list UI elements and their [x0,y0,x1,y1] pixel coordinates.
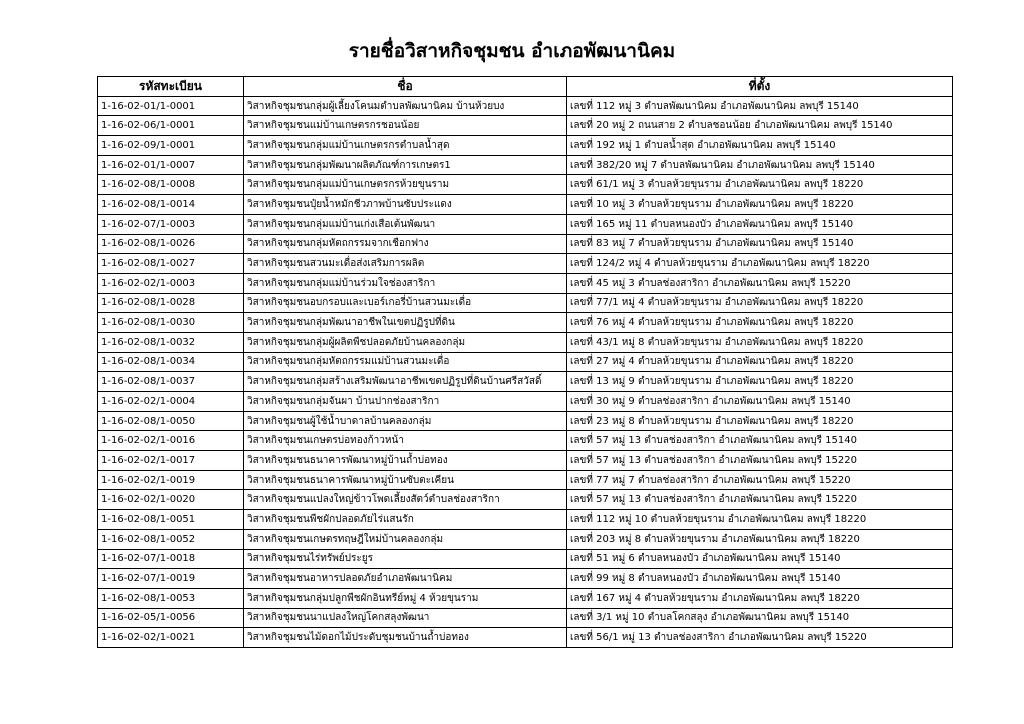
table-row [98,273,953,293]
table-row [98,628,953,648]
enterprise-name-cell: วิสาหกิจชุมชนกลุ่มแม่บ้านเกษตรกรห้วยขุนราม [244,175,567,195]
location-cell: เลขที่ 57 หมู่ 13 ตำบลช่องสาริกา อำเภอพัฒนานิคม ลพบุรี 15220 [567,490,953,510]
enterprise-name-cell: วิสาหกิจชุมชนไร่ทรัพย์ประยูร [244,549,567,569]
page-title: รายชื่อวิสาหกิจชุมชน อำเภอพัฒนานิคม [348,40,676,62]
table-row [98,195,953,215]
table-row [98,588,953,608]
table-row [98,451,953,471]
location-cell: เลขที่ 57 หมู่ 13 ตำบลช่องสาริกา อำเภอพัฒนานิคม ลพบุรี 15220 [567,451,953,471]
column-header-registration-code: รหัสทะเบียน [98,77,244,97]
table-row [98,116,953,136]
registration-code-cell: 1-16-02-01/1-0007 [98,155,244,175]
registration-code-cell: 1-16-02-07/1-0019 [98,569,244,589]
registration-code-cell: 1-16-02-08/1-0030 [98,313,244,333]
enterprise-name-cell: วิสาหกิจชุมชนเกษตรทฤษฎีใหม่บ้านคลองกลุ่ม [244,529,567,549]
enterprise-name-cell: วิสาหกิจชุมชนกลุ่มปลูกพืชผักอินทรีย์หมู่ 4 ห้วยขุนราม [244,588,567,608]
location-cell: เลขที่ 124/2 หมู่ 4 ตำบลห้วยขุนราม อำเภอพัฒนานิคม ลพบุรี 18220 [567,254,953,274]
table-row [98,411,953,431]
enterprise-name-cell: วิสาหกิจชุมชนอบกรอบและเบอร์เกอรี่บ้านสวนมะเดื่อ [244,293,567,313]
location-cell: เลขที่ 20 หมู่ 2 ถนนสาย 2 ตำบลชอนน้อย อำเภอพัฒนานิคม ลพบุรี 15140 [567,116,953,136]
registration-code-cell: 1-16-02-02/1-0017 [98,451,244,471]
registration-code-cell: 1-16-02-01/1-0001 [98,96,244,116]
registration-code-cell: 1-16-02-02/1-0020 [98,490,244,510]
location-cell: เลขที่ 13 หมู่ 9 ตำบลห้วยขุนราม อำเภอพัฒนานิคม ลพบุรี 18220 [567,372,953,392]
location-cell: เลขที่ 99 หมู่ 8 ตำบลหนองบัว อำเภอพัฒนานิคม ลพบุรี 15140 [567,569,953,589]
table-row [98,352,953,372]
location-cell: เลขที่ 112 หมู่ 10 ตำบลห้วยขุนราม อำเภอพัฒนานิคม ลพบุรี 18220 [567,510,953,530]
table-row [98,490,953,510]
registration-code-cell: 1-16-02-02/1-0003 [98,273,244,293]
table-row [98,549,953,569]
location-cell: เลขที่ 23 หมู่ 8 ตำบลห้วยขุนราม อำเภอพัฒนานิคม ลพบุรี 18220 [567,411,953,431]
table-row [98,470,953,490]
registration-code-cell: 1-16-02-08/1-0050 [98,411,244,431]
table-row [98,510,953,530]
registration-code-cell: 1-16-02-05/1-0056 [98,608,244,628]
table-row [98,529,953,549]
registration-code-cell: 1-16-02-08/1-0053 [98,588,244,608]
enterprise-name-cell: วิสาหกิจชุมชนกลุ่มสร้างเสริมพัฒนาอาชีพเขตปฏิรูปที่ดินบ้านศรีสวัสดิ์ [244,372,567,392]
enterprise-name-cell: วิสาหกิจชุมชนแม่บ้านเกษตรกรชอนน้อย [244,116,567,136]
table-header-row [98,77,953,97]
column-header-name: ชื่อ [244,77,567,97]
location-cell: เลขที่ 165 หมู่ 11 ตำบลหนองบัว อำเภอพัฒนานิคม ลพบุรี 15140 [567,214,953,234]
table-row [98,155,953,175]
enterprise-name-cell: วิสาหกิจชุมชนกลุ่มแม่บ้านร่วมใจช่องสาริกา [244,273,567,293]
enterprise-name-cell: วิสาหกิจชุมชนพืชผักปลอดภัยไร่แสนรัก [244,510,567,530]
location-cell: เลขที่ 30 หมู่ 9 ตำบลช่องสาริกา อำเภอพัฒนานิคม ลพบุรี 15140 [567,392,953,412]
enterprise-name-cell: วิสาหกิจชุมชนกลุ่มหัตถกรรมจากเชือกฟาง [244,234,567,254]
registration-code-cell: 1-16-02-08/1-0026 [98,234,244,254]
column-header-location: ที่ตั้ง [567,77,953,97]
enterprise-name-cell: วิสาหกิจชุมชนกลุ่มหัตถกรรมแม่บ้านสวนมะเดื่อ [244,352,567,372]
registration-code-cell: 1-16-02-08/1-0028 [98,293,244,313]
enterprise-name-cell: วิสาหกิจชุมชนกลุ่มผู้ผลิตพืชปลอดภัยบ้านคลองกลุ่ม [244,332,567,352]
registration-code-cell: 1-16-02-02/1-0016 [98,431,244,451]
table-row [98,313,953,333]
registration-code-cell: 1-16-02-08/1-0051 [98,510,244,530]
table-row [98,608,953,628]
table-row [98,569,953,589]
enterprise-name-cell: วิสาหกิจชุมชนกลุ่มพัฒนาอาชีพในเขตปฏิรูปที่ดิน [244,313,567,333]
registration-code-cell: 1-16-02-08/1-0014 [98,195,244,215]
table-row [98,136,953,156]
registration-code-cell: 1-16-02-07/1-0018 [98,549,244,569]
table-row [98,332,953,352]
enterprise-name-cell: วิสาหกิจชุมชนอาหารปลอดภัยอำเภอพัฒนานิคม [244,569,567,589]
location-cell: เลขที่ 203 หมู่ 8 ตำบลห้วยขุนราม อำเภอพัฒนานิคม ลพบุรี 18220 [567,529,953,549]
enterprise-name-cell: วิสาหกิจชุมชนกลุ่มแม่บ้านเก่งเสือเต้นพัฒนา [244,214,567,234]
table-row [98,392,953,412]
location-cell: เลขที่ 43/1 หมู่ 8 ตำบลห้วยขุนราม อำเภอพัฒนานิคม ลพบุรี 18220 [567,332,953,352]
registration-code-cell: 1-16-02-06/1-0001 [98,116,244,136]
location-cell: เลขที่ 167 หมู่ 4 ตำบลห้วยขุนราม อำเภอพัฒนานิคม ลพบุรี 18220 [567,588,953,608]
registration-code-cell: 1-16-02-08/1-0008 [98,175,244,195]
table-row [98,175,953,195]
location-cell: เลขที่ 382/20 หมู่ 7 ตำบลพัฒนานิคม อำเภอพัฒนานิคม ลพบุรี 15140 [567,155,953,175]
registration-code-cell: 1-16-02-08/1-0034 [98,352,244,372]
location-cell: เลขที่ 51 หมู่ 6 ตำบลหนองบัว อำเภอพัฒนานิคม ลพบุรี 15140 [567,549,953,569]
enterprise-name-cell: วิสาหกิจชุมชนกลุ่มพัฒนาผลิตภัณฑ์การเกษตร1 [244,155,567,175]
table-row [98,96,953,116]
enterprise-name-cell: วิสาหกิจชุมชนปุ๋ยน้ำหมักชีวภาพบ้านซับประแดง [244,195,567,215]
table-row [98,234,953,254]
location-cell: เลขที่ 83 หมู่ 7 ตำบลห้วยขุนราม อำเภอพัฒนานิคม ลพบุรี 15140 [567,234,953,254]
location-cell: เลขที่ 192 หมู่ 1 ตำบลน้ำสุด อำเภอพัฒนานิคม ลพบุรี 15140 [567,136,953,156]
location-cell: เลขที่ 27 หมู่ 4 ตำบลห้วยขุนราม อำเภอพัฒนานิคม ลพบุรี 18220 [567,352,953,372]
enterprise-name-cell: วิสาหกิจชุมชนไม้ดอกไม้ประดับชุมชนบ้านถ้ำบ่อทอง [244,628,567,648]
location-cell: เลขที่ 77 หมู่ 7 ตำบลช่องสาริกา อำเภอพัฒนานิคม ลพบุรี 15220 [567,470,953,490]
enterprise-name-cell: วิสาหกิจชุมชนกลุ่มแม่บ้านเกษตรกรตำบลน้ำสุด [244,136,567,156]
enterprise-name-cell: วิสาหกิจชุมชนกลุ่มจันผา บ้านปากช่องสาริกา [244,392,567,412]
location-cell: เลขที่ 45 หมู่ 3 ตำบลช่องสาริกา อำเภอพัฒนานิคม ลพบุรี 15220 [567,273,953,293]
table-body [98,96,953,647]
table-row [98,431,953,451]
enterprise-name-cell: วิสาหกิจชุมชนกลุ่มผู้เลี้ยงโคนมตำบลพัฒนานิคม บ้านห้วยบง [244,96,567,116]
location-cell: เลขที่ 3/1 หมู่ 10 ตำบลโคกสลุง อำเภอพัฒนานิคม ลพบุรี 15140 [567,608,953,628]
registration-code-cell: 1-16-02-02/1-0019 [98,470,244,490]
registration-code-cell: 1-16-02-08/1-0032 [98,332,244,352]
location-cell: เลขที่ 56/1 หมู่ 13 ตำบลช่องสาริกา อำเภอพัฒนานิคม ลพบุรี 15220 [567,628,953,648]
table-row [98,254,953,274]
location-cell: เลขที่ 10 หมู่ 3 ตำบลห้วยขุนราม อำเภอพัฒนานิคม ลพบุรี 18220 [567,195,953,215]
registration-code-cell: 1-16-02-09/1-0001 [98,136,244,156]
enterprise-name-cell: วิสาหกิจชุมชนผู้ใช้น้ำบาดาลบ้านคลองกลุ่ม [244,411,567,431]
registration-code-cell: 1-16-02-08/1-0052 [98,529,244,549]
location-cell: เลขที่ 77/1 หมู่ 4 ตำบลห้วยขุนราม อำเภอพัฒนานิคม ลพบุรี 18220 [567,293,953,313]
location-cell: เลขที่ 61/1 หมู่ 3 ตำบลห้วยขุนราม อำเภอพัฒนานิคม ลพบุรี 18220 [567,175,953,195]
location-cell: เลขที่ 112 หมู่ 3 ตำบลพัฒนานิคม อำเภอพัฒนานิคม ลพบุรี 15140 [567,96,953,116]
registration-code-cell: 1-16-02-08/1-0037 [98,372,244,392]
table-row [98,293,953,313]
table-row [98,214,953,234]
registry-table [97,76,953,648]
enterprise-name-cell: วิสาหกิจชุมชนแปลงใหญ่ข้าวโพดเลี้ยงสัตว์ตำบลช่องสาริกา [244,490,567,510]
enterprise-name-cell: วิสาหกิจชุมชนสวนมะเดื่อส่งเสริมการผลิต [244,254,567,274]
enterprise-name-cell: วิสาหกิจชุมชนธนาคารพัฒนาหมู่บ้านถ้ำบ่อทอง [244,451,567,471]
table-row [98,372,953,392]
registration-code-cell: 1-16-02-02/1-0021 [98,628,244,648]
registration-code-cell: 1-16-02-07/1-0003 [98,214,244,234]
location-cell: เลขที่ 57 หมู่ 13 ตำบลช่องสาริกา อำเภอพัฒนานิคม ลพบุรี 15140 [567,431,953,451]
location-cell: เลขที่ 76 หมู่ 4 ตำบลห้วยขุนราม อำเภอพัฒนานิคม ลพบุรี 18220 [567,313,953,333]
registration-code-cell: 1-16-02-08/1-0027 [98,254,244,274]
enterprise-name-cell: วิสาหกิจชุมชนธนาคารพัฒนาหมู่บ้านซับตะเคียน [244,470,567,490]
enterprise-name-cell: วิสาหกิจชุมชนนาแปลงใหญ่โคกสลุงพัฒนา [244,608,567,628]
enterprise-name-cell: วิสาหกิจชุมชนเกษตรบ่อทองก้าวหน้า [244,431,567,451]
registration-code-cell: 1-16-02-02/1-0004 [98,392,244,412]
